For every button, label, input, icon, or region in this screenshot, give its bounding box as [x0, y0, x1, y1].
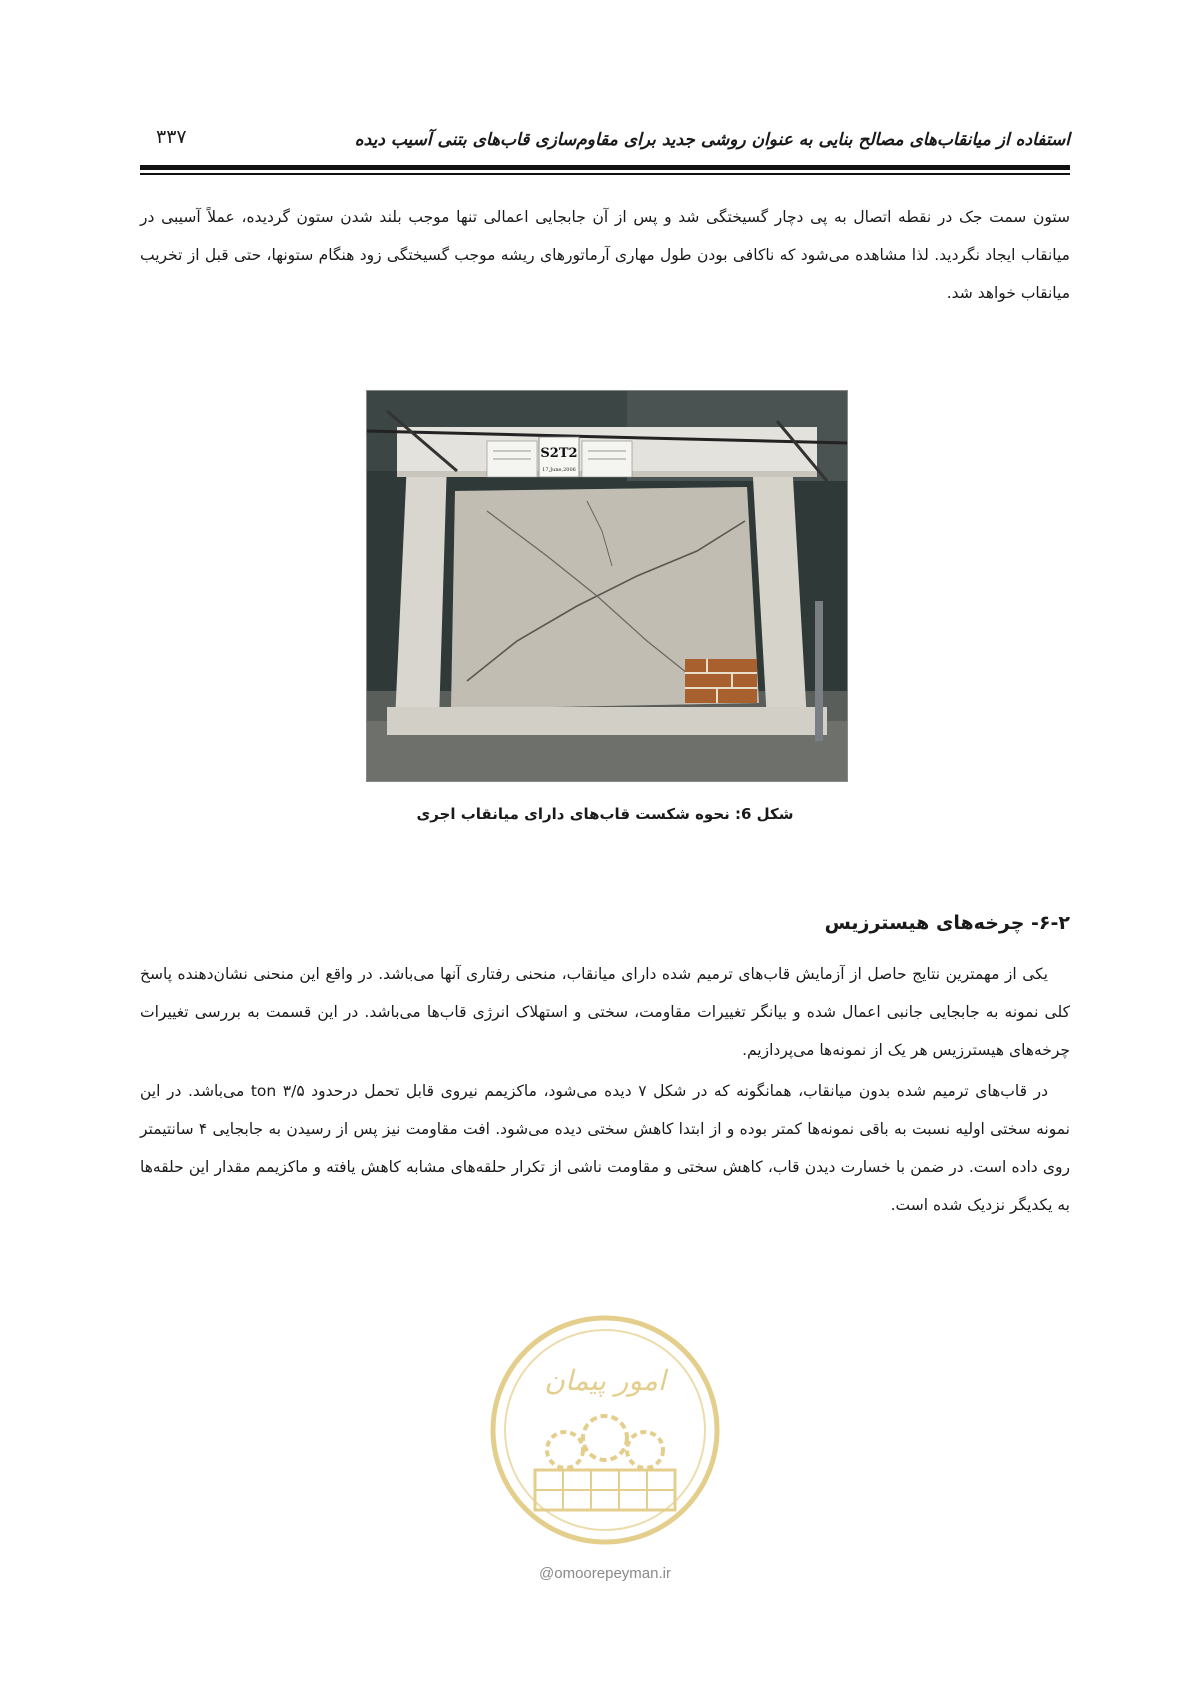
section-paragraph-2: در قاب‌های ترمیم شده بدون میانقاب، همانگونه که در شکل ۷ دیده می‌شود، ماکزیمم نیروی قابل تحمل درحدود ton ۳/۵ می‌باشد. در این نمونه سختی اولیه نسبت به باقی نمونه‌ها کمتر بوده و از ابتدا کاهش سختی دیده می‌شود. افت مقاومت نیز پس از رسیدن به جابجایی ۴ سانتیمتر روی داده است. در ضمن با خسارت دیدن قاب، کاهش سختی و مقاومت ناشی از تکرار حلقه‌های مشابه کاهش یافته و ماکزیمم مقدار این حلقه‌ها به یکدیگر نزدیک شده است.: [140, 1082, 1071, 1214]
svg-text:امور پیمان: امور پیمان: [544, 1364, 666, 1397]
watermark-logo: [485, 1310, 725, 1550]
figure-photo: [366, 390, 848, 782]
section-heading: ۶-۲- چرخه‌های هیسترزیس: [824, 912, 1070, 934]
date-label: 17,June,2006: [542, 467, 576, 473]
intro-paragraph: ستون سمت جک در نقطه اتصال به پی دچار گسیختگی شد و پس از آن جابجایی اعمالی تنها موجب بلند شدن ستون گردیده، عملاً آسیبی در میانقاب ایجاد نگردید. لذا مشاهده می‌شود که ناکافی بودن طول مهاری آرماتورهای ریشه موجب گسیختگی زود هنگام ستونها، حتی قبل از تخریب میانقاب خواهد شد.: [140, 208, 1070, 302]
running-title: استفاده از میانقاب‌های مصالح بنایی به عنوان روشی جدید برای مقاوم‌سازی قاب‌های بتنی آسیب دیده: [354, 130, 1070, 150]
watermark-url: @omoorepeyman.ir: [539, 1565, 671, 1582]
section-paragraph-1: یکی از مهمترین نتایج حاصل از آزمایش قاب‌های ترمیم شده دارای میانقاب، منحنی رفتاری آنها می‌باشد. در واقع این منحنی نشان‌دهنده پاسخ کلی نمونه به جابجایی جانبی اعمال شده و بیانگر تغییرات مقاومت، سختی و استهلاک انرژی قاب‌ها می‌باشد. در این قسمت به بررسی تغییرات چرخه‌های هیسترزیس هر یک از نمونه‌ها می‌پردازیم.: [140, 965, 1070, 1059]
page-number: ۳۳۷: [156, 126, 187, 148]
page-header: [140, 120, 1070, 160]
figure-caption: شکل 6: نحوه شکست قاب‌های دارای میانقاب اجری: [416, 805, 794, 823]
header-rule-thin: [140, 173, 1070, 175]
header-rule-thick: [140, 165, 1070, 170]
specimen-label: S2T2: [540, 446, 578, 461]
